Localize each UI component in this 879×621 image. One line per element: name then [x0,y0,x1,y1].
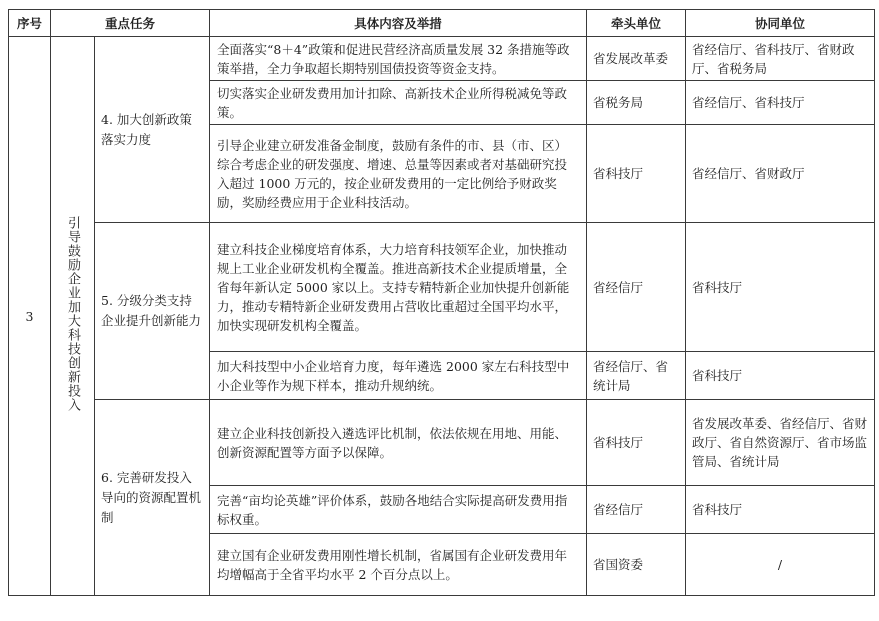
task-cell: 6. 完善研发投入导向的资源配置机制 [95,400,210,596]
content-cell: 建立国有企业研发费用刚性增长机制，省属国有企业研发费用年均增幅高于全省平均水平 2 个百分点以上。 [210,534,587,596]
content-cell: 引导企业建立研发准备金制度，鼓励有条件的市、县（市、区）综合考虑企业的研发强度、增速、总量等因素或者对基础研究投入超过 1000 万元的，按企业研发费用的一定比例给予财政奖励，奖励经费应用于企业科技活动。 [210,125,587,223]
header-lead: 牵头单位 [587,10,686,37]
header-task: 重点任务 [51,10,210,37]
cooperate-cell: / [686,534,875,596]
content-cell: 完善“亩均论英雄”评价体系，鼓励各地结合实际提高研发费用指标权重。 [210,486,587,534]
content-cell: 建立企业科技创新投入遴选评比机制，依法依规在用地、用能、创新资源配置等方面予以保障。 [210,400,587,486]
policy-table-page [8,9,874,596]
cooperate-cell: 省科技厅 [686,486,875,534]
content-cell: 全面落实“8＋4”政策和促进民营经济高质量发展 32 条措施等政策举措，全力争取超长期特别国债投资等资金支持。 [210,37,587,81]
cooperate-cell: 省经信厅、省科技厅 [686,81,875,125]
content-cell: 加大科技型中小企业培育力度，每年遴选 2000 家左右科技型中小企业等作为规下样本，推动升规纳统。 [210,352,587,400]
cooperate-cell: 省科技厅 [686,223,875,352]
task-cell: 4. 加大创新政策落实力度 [95,37,210,223]
lead-cell: 省经信厅、省统计局 [587,352,686,400]
lead-cell: 省科技厅 [587,125,686,223]
header-cooperate: 协同单位 [686,10,875,37]
content-cell: 切实落实企业研发费用加计扣除、高新技术企业所得税减免等政策。 [210,81,587,125]
category-label: 引导鼓励企业加大科技创新投入 [65,215,80,412]
lead-cell: 省经信厅 [587,223,686,352]
table-row [9,37,875,81]
table-header-row [9,10,875,37]
task-cell: 5. 分级分类支持企业提升创新能力 [95,223,210,400]
category-cell [51,37,95,596]
cooperate-cell: 省发展改革委、省经信厅、省财政厅、省自然资源厅、省市场监管局、省统计局 [686,400,875,486]
lead-cell: 省经信厅 [587,486,686,534]
lead-cell: 省科技厅 [587,400,686,486]
header-seq: 序号 [9,10,51,37]
cooperate-cell: 省科技厅 [686,352,875,400]
table-row [9,223,875,352]
table-row [9,400,875,486]
cooperate-cell: 省经信厅、省财政厅 [686,125,875,223]
header-content: 具体内容及举措 [210,10,587,37]
seq-cell: 3 [9,37,51,596]
lead-cell: 省国资委 [587,534,686,596]
policy-table [8,9,875,596]
lead-cell: 省发展改革委 [587,37,686,81]
lead-cell: 省税务局 [587,81,686,125]
content-cell: 建立科技企业梯度培育体系，大力培育科技领军企业，加快推动规上工业企业研发机构全覆盖。推进高新技术企业提质增量，全省每年新认定 5000 家以上。支持专精特新企业加快提升创新能力，推动专精特新企业研发费用占营收比重超过全国平均水平，加快实现研发机构全覆盖。 [210,223,587,352]
cooperate-cell: 省经信厅、省科技厅、省财政厅、省税务局 [686,37,875,81]
